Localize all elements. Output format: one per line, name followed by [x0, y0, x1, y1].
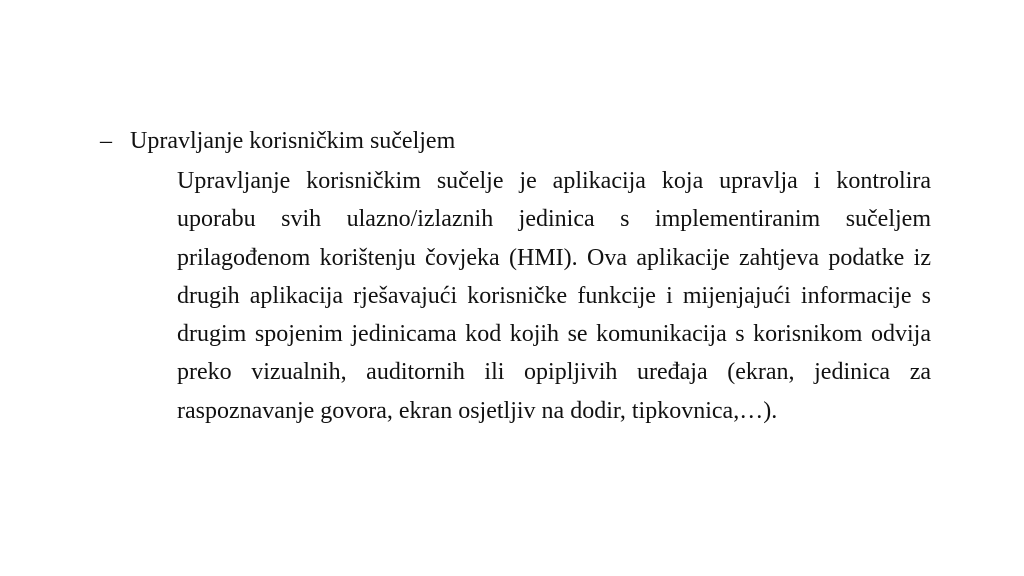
- body-paragraph: Upravljanje korisničkim sučelje je aplikacija koja upravlja i kontrolira uporabu svih ulazno/izlaznih jedinica s implementiranim sučeljem prilagođenom korištenju čovjeka (HMI). Ova aplikacije zahtjeva podatke iz drugih aplikacija rješavajući korisničke funkcije i mijenjajući informacije s drugim spojenim jedinicama kod kojih se komunikacija s korisnikom odvija preko vizualnih, auditornih ili opipljivih uređaja (ekran, jedinica za raspoznavanje govora, ekran osjetljiv na dodir, tipkovnica,…).: [177, 168, 931, 424]
- bullet-heading: Upravljanje korisničkim sučeljem: [130, 128, 456, 154]
- bullet-item: [100, 125, 455, 157]
- bullet-dash: –: [100, 128, 112, 154]
